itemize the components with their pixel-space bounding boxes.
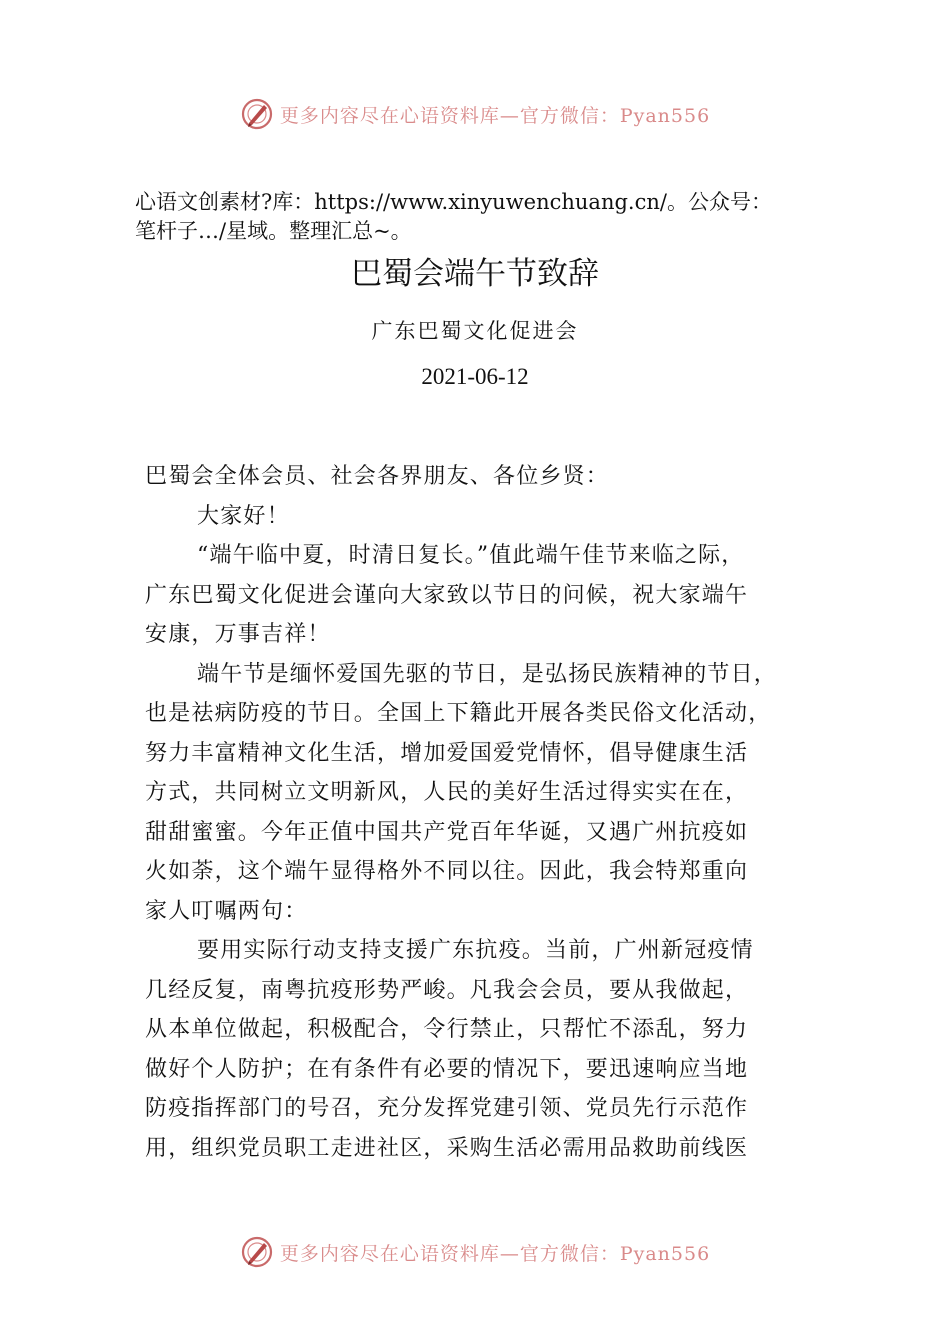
source-note-line-1: 心语文创素材?库：https://www.xinyuwenchuang.cn/。公众号： <box>135 190 772 214</box>
body-line: 要用实际行动支持支援广东抗疫。当前，广州新冠疫情 <box>197 938 754 963</box>
source-note-line-2: 笔杆子…/星域。整理汇总~。 <box>135 219 412 243</box>
body-line: 家人叮嘱两句： <box>145 899 308 924</box>
body-line: “端午临中夏，时清日复长。”值此端午佳节来临之际， <box>197 543 745 568</box>
watermark-text: 更多内容尽在心语资料库—官方微信：Pyan556 <box>279 104 711 127</box>
watermark-header <box>0 94 950 134</box>
body-line: 几经反复，南粤抗疫形势严峻。凡我会会员，要从我做起， <box>145 978 749 1003</box>
pen-circle-logo-icon <box>240 97 274 131</box>
body-line: 方式，共同树立文明新风，人民的美好生活过得实实在在， <box>145 780 749 805</box>
body-line: 努力丰富精神文化生活，增加爱国爱党情怀，倡导健康生活 <box>145 741 749 766</box>
document-date: 2021-06-12 <box>421 364 529 389</box>
body-line: 做好个人防护；在有条件有必要的情况下，要迅速响应当地 <box>145 1057 749 1082</box>
body-line: 端午节是缅怀爱国先驱的节日，是弘扬民族精神的节日， <box>197 662 778 687</box>
body-line: 甜甜蜜蜜。今年正值中国共产党百年华诞，又遇广州抗疫如 <box>145 820 749 845</box>
pen-circle-logo-icon <box>240 1235 274 1269</box>
body-line-greeting: 大家好！ <box>197 504 290 529</box>
watermark-footer <box>0 1232 950 1272</box>
document-title: 巴蜀会端午节致辞 <box>351 256 599 292</box>
watermark-text: 更多内容尽在心语资料库—官方微信：Pyan556 <box>279 1242 711 1265</box>
body-line: 防疫指挥部门的号召，充分发挥党建引领、党员先行示范作 <box>145 1096 749 1121</box>
document-organization: 广东巴蜀文化促进会 <box>371 319 579 343</box>
body-line: 用，组织党员职工走进社区，采购生活必需用品救助前线医 <box>145 1136 749 1161</box>
body-line: 也是祛病防疫的节日。全国上下籍此开展各类民俗文化活动， <box>145 701 772 726</box>
body-line: 从本单位做起，积极配合，令行禁止，只帮忙不添乱，努力 <box>145 1017 749 1042</box>
body-line: 安康，万事吉祥！ <box>145 622 331 647</box>
body-line: 广东巴蜀文化促进会谨向大家致以节日的问候，祝大家端午 <box>145 583 749 608</box>
body-line-salutation: 巴蜀会全体会员、社会各界朋友、各位乡贤： <box>145 464 610 489</box>
body-line: 火如荼，这个端午显得格外不同以往。因此，我会特郑重向 <box>145 859 749 884</box>
